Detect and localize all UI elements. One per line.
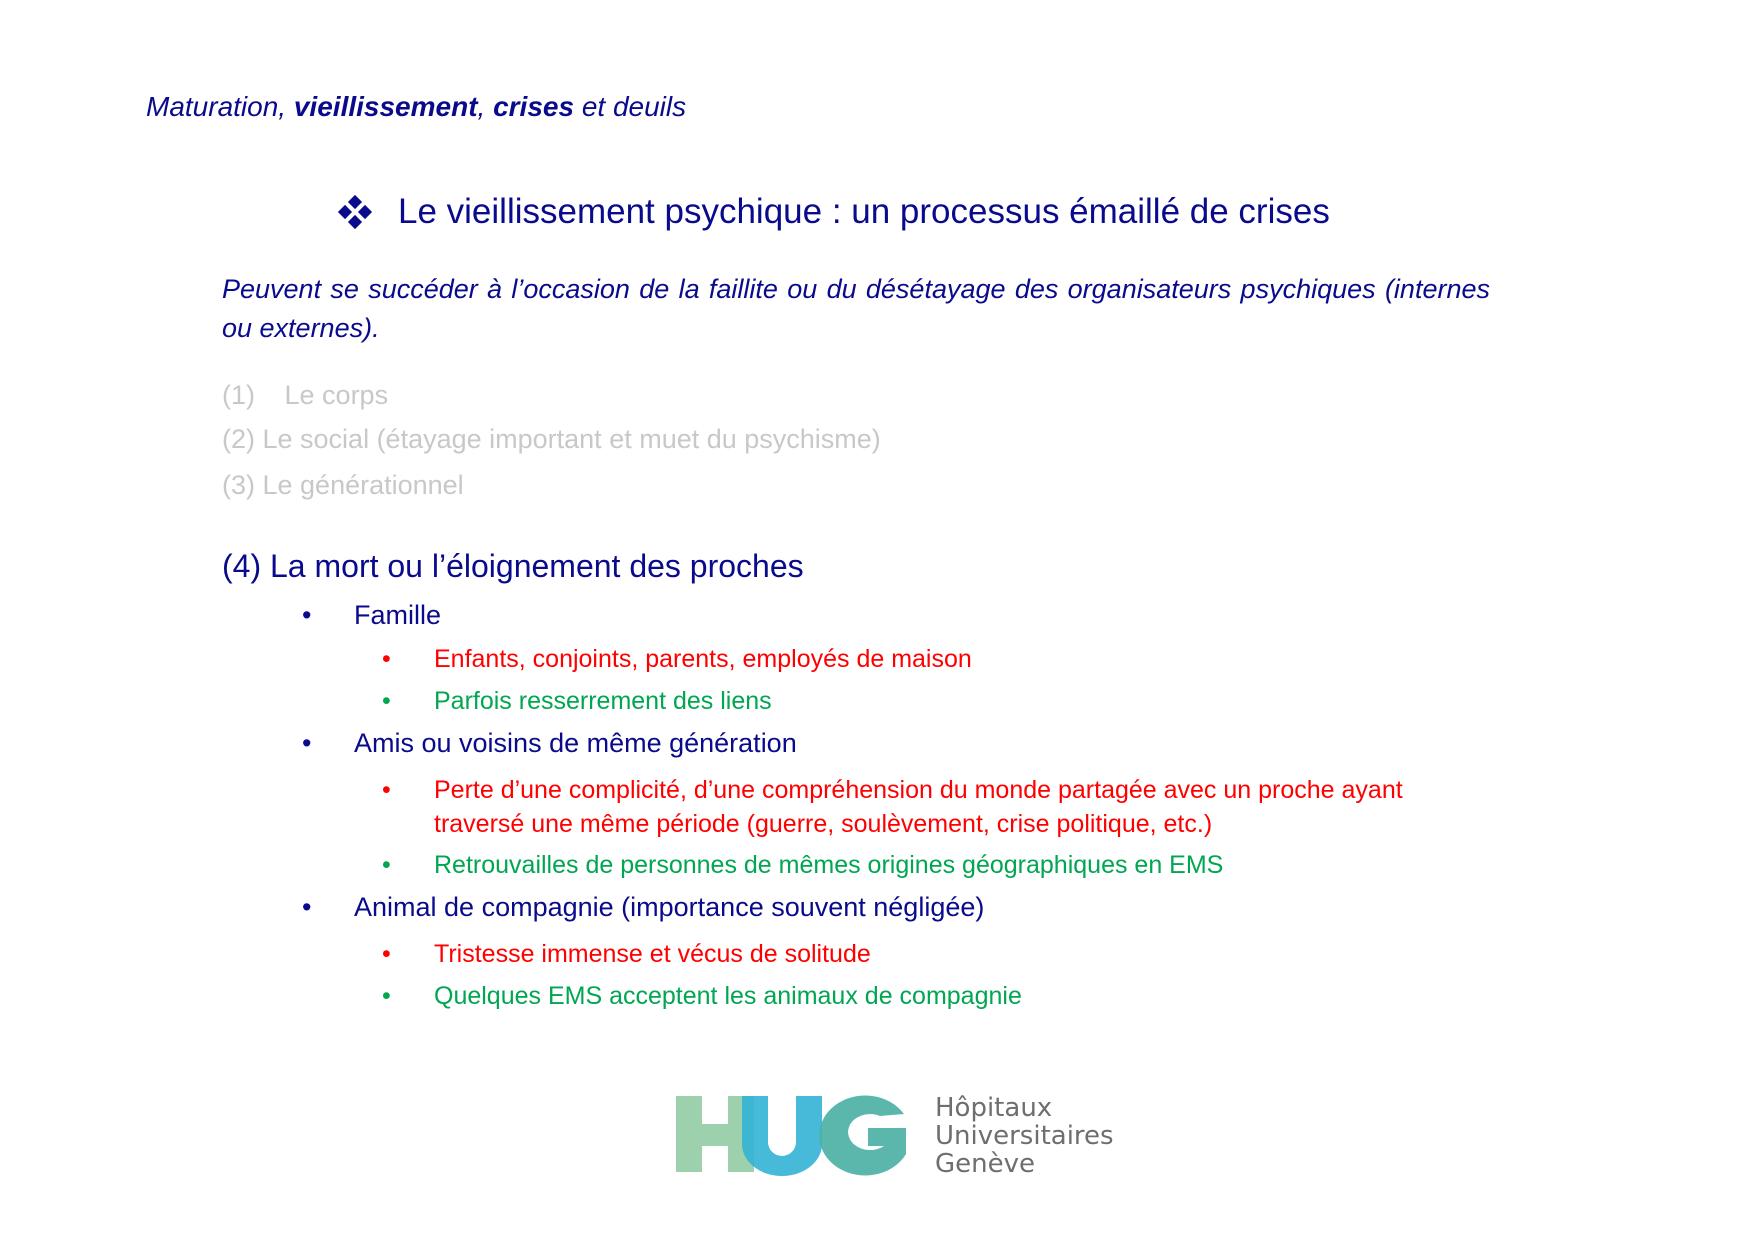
organizer-2: (2) Le social (étayage important et muet du psychisme) <box>222 424 881 454</box>
bullet-icon: • <box>382 940 391 968</box>
hug-logo <box>676 1092 906 1176</box>
intro-paragraph: Peuvent se succéder à l’occasion de la faillite ou du désétayage des organisateurs psychiques (internes ou externes). <box>222 274 1490 343</box>
header-text-5: et deuils <box>574 91 687 122</box>
group-animal <box>302 892 984 923</box>
logo-line-3: Genève <box>935 1149 1036 1179</box>
header-text-4: crises <box>493 91 575 122</box>
positive-text: Parfois resserrement des liens <box>434 687 772 715</box>
bullet-icon: • <box>302 728 312 758</box>
group-amis-positive <box>382 851 1223 880</box>
negative-text-line-2: traversé une même période (guerre, soulèvement, crise politique, etc.) <box>434 810 1213 838</box>
positive-text: Retrouvailles de personnes de mêmes origines géographiques en EMS <box>434 851 1224 879</box>
bullet-icon: • <box>382 851 391 879</box>
group-famille-negative <box>382 645 972 674</box>
header-text-2: vieillissement <box>293 91 478 122</box>
group-animal-negative <box>382 940 871 969</box>
group-amis-negative <box>382 773 1403 841</box>
bullet-icon: • <box>302 600 312 630</box>
bullet-icon: • <box>382 645 391 673</box>
hug-logo-text <box>935 1094 1114 1178</box>
header-text-3: , <box>477 91 494 122</box>
organizer-1 <box>222 380 388 411</box>
negative-text: Enfants, conjoints, parents, employés de maison <box>434 645 972 673</box>
organizer-3: (3) Le générationnel <box>222 470 464 500</box>
organizer-1-label: Le corps <box>284 380 389 410</box>
group-label: Animal de compagnie (importance souvent négligée) <box>354 892 985 922</box>
bullet-icon: • <box>382 776 391 804</box>
slide-title-text: Le vieillissement psychique : un processus émaillé de crises <box>398 192 1330 231</box>
slide-header <box>146 91 686 123</box>
slide-title <box>340 192 1330 232</box>
group-label: Famille <box>354 600 442 630</box>
logo-line-1: Hôpitaux <box>935 1093 1053 1123</box>
hug-logo-mark <box>676 1092 906 1176</box>
section-4-heading: (4) La mort ou l’éloignement des proches <box>222 548 804 584</box>
group-famille-positive <box>382 687 772 716</box>
diamond-bullet-icon <box>340 197 370 227</box>
group-label: Amis ou voisins de même génération <box>354 728 797 758</box>
group-animal-positive <box>382 982 1022 1011</box>
bullet-icon: • <box>302 892 312 922</box>
header-text-1: Maturation, <box>146 91 294 122</box>
group-amis <box>302 728 797 759</box>
negative-text: Tristesse immense et vécus de solitude <box>434 940 871 968</box>
positive-text: Quelques EMS acceptent les animaux de compagnie <box>434 982 1022 1010</box>
bullet-icon: • <box>382 687 391 715</box>
bullet-icon: • <box>382 982 391 1010</box>
logo-line-2: Universitaires <box>935 1121 1114 1151</box>
negative-text-line-1: Perte d’une complicité, d’une compréhension du monde partagée avec un proche ayant <box>434 776 1403 804</box>
group-famille <box>302 600 441 631</box>
organizer-1-number: (1) <box>222 380 255 410</box>
